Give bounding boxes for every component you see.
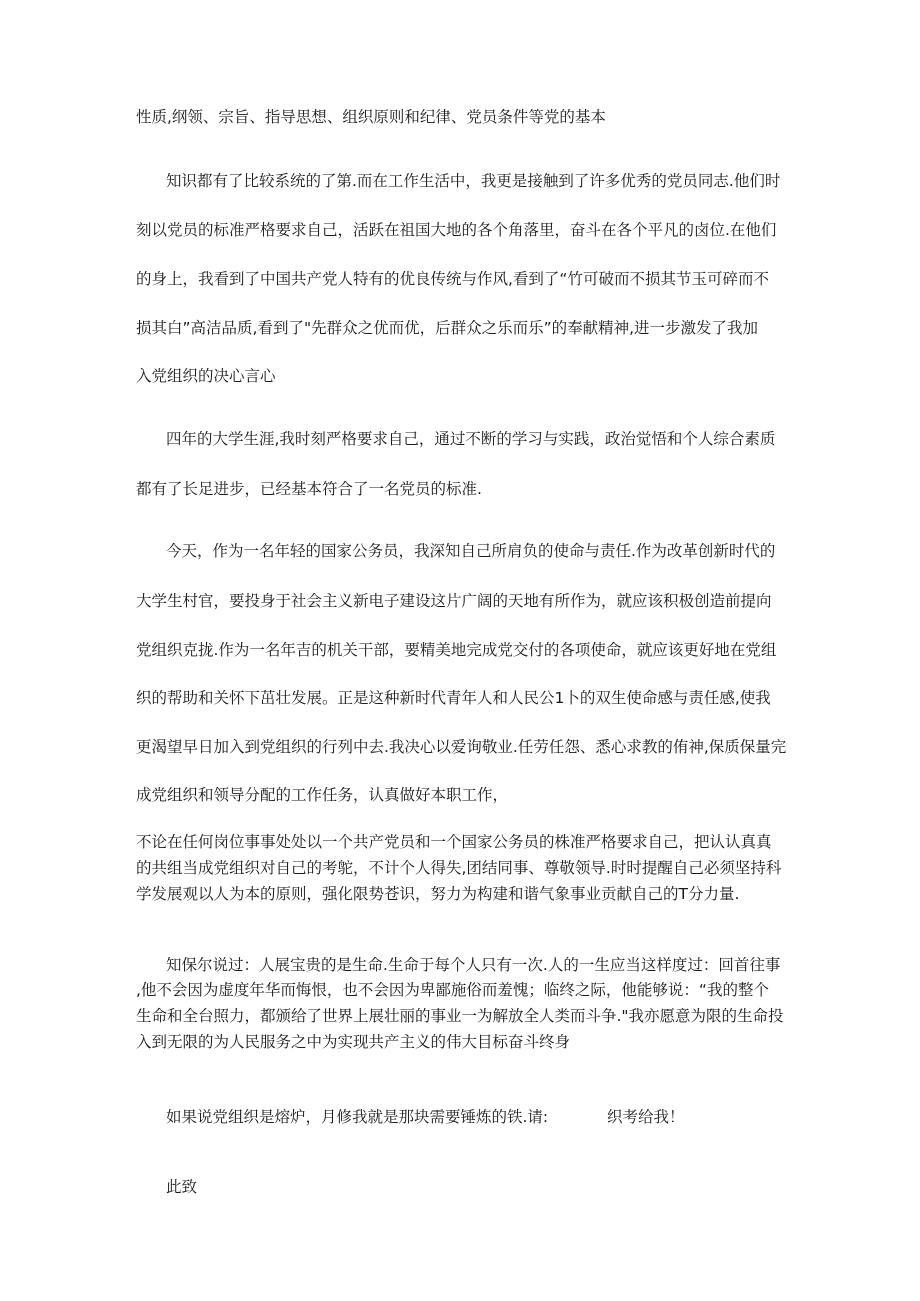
text-line: 的共组当成党组织对自己的考鸵，不计个人得失,团结同事、尊敬领导.时时提醒自己必须坚持科 bbox=[136, 859, 782, 877]
text-line: 四年的大学生涯,我时刻严格要求自己，通过不断的学习与实践，政治觉悟和个人综合素质 bbox=[166, 430, 776, 448]
text-line: 大学生村官，要投身于社会主义新电子建设这片广阔的天地有所作为，就应该积极创造前提向 bbox=[136, 592, 772, 610]
text-line: 成党组织和领导分配的工作任务，认真做好本职工作， bbox=[136, 786, 509, 804]
text-line: 织的帮助和关怀下茁壮发展。正是这种新时代青年人和人民公1卜的双生使命感与责任感,使我 bbox=[136, 689, 771, 707]
text-line: 都有了长足进步，已经基本符合了一名党员的标准. bbox=[136, 480, 482, 498]
text-line: 入党组织的决心言心 bbox=[136, 367, 276, 385]
text-line: 入到无限的为人民服务之中为实现共产主义的伟大目标奋斗终身 bbox=[136, 1033, 571, 1051]
text-line: 党组织克拢.作为一名年吉的机关干部，要精美地完成党交付的各项使命，就应该更好地在党组 bbox=[136, 641, 777, 659]
text-line: 知识都有了比较系统的了第.而在工作生活中，我更是接触到了许多优秀的党员同志.他们时 bbox=[166, 172, 781, 190]
text-line: 损其白”高洁品质,看到了"先群众之优而优，后群众之乐而乐”的奉献精神,进一步激发了我加 bbox=[136, 319, 759, 337]
trailing-text: 织考给我！ bbox=[607, 1108, 685, 1126]
text-line: 如果说党组织是熔炉，月修我就是那块需要锤炼的铁.请: bbox=[166, 1108, 549, 1126]
text-line: 不论在任何岗位事事处处以一个共产党员和一个国家公务员的株准严格要求自己，把认认真真 bbox=[136, 833, 772, 851]
text-line: 生命和全台照力，都颁给了世界上展壮丽的事业一为解放全人类而斗争."我亦愿意为限的生命投 bbox=[136, 1007, 784, 1025]
text-line: 知保尔说过：人展宝贵的是生命.生命于每个人只有一次.人的一生应当这样度过：回首往事 bbox=[166, 956, 781, 974]
text-line: 今天，作为一名年轻的国家公务员，我深知自己所肩负的使命与责任.作为改革创新时代的 bbox=[166, 542, 776, 560]
text-line: 性质,纲领、宗旨、指导思想、组织原则和纪律、党员条件等党的基本 bbox=[136, 108, 606, 126]
text-line: 更渴望早日加入到党组织的行列中去.我决心以爱询敬业.任劳任怨、悉心求教的侑神,保质保量完 bbox=[136, 738, 787, 756]
text-line: ,他不会因为虚度年华而悔恨，也不会因为卑鄙施俗而羞愧；临终之际，他能够说：“我的整个 bbox=[136, 981, 769, 999]
text-line: 刻以党员的标准严格要求自己，活跃在祖国大地的各个角落里，奋斗在各个平凡的卤位.在他们 bbox=[136, 221, 777, 239]
text-line: 的身上，我看到了中国共产党人特有的优良传统与作风,看到了“竹可破而不损其节玉可碎而不 bbox=[136, 270, 769, 288]
closing-text: 此致 bbox=[166, 1178, 198, 1196]
text-line: 学发展观以人为本的原则，强化限势苍识，努力为构建和谐气象事业贡献自己的T分力量. bbox=[136, 885, 740, 903]
